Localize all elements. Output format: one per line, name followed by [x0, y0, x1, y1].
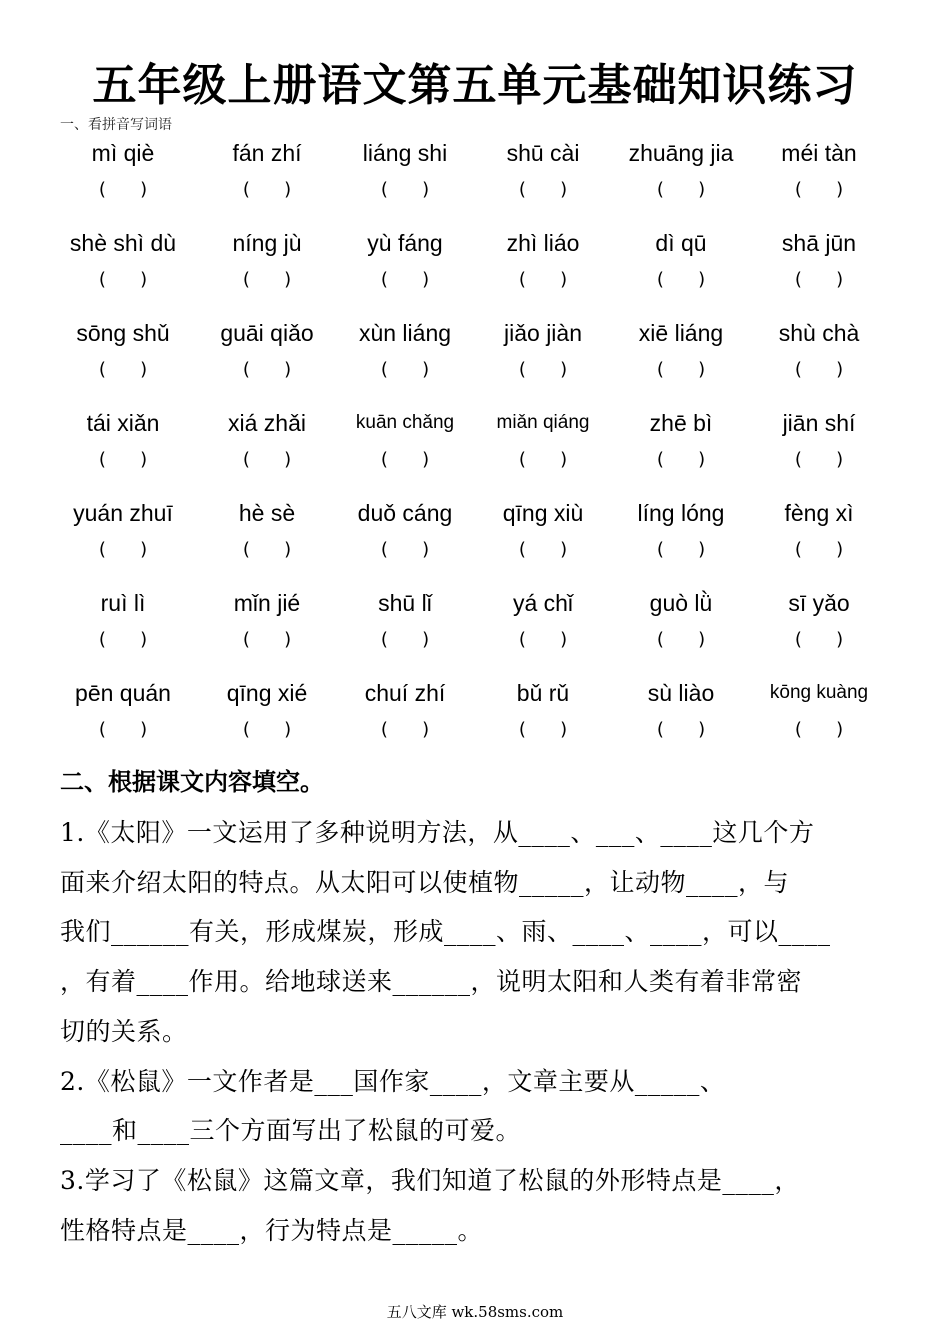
answer-blank: ( ) — [794, 539, 844, 560]
answer-blank: ( ) — [518, 359, 568, 380]
pinyin-text: mǐn jié — [233, 590, 301, 616]
pinyin-row — [55, 228, 895, 318]
pinyin-item — [612, 588, 750, 652]
question-line: 切的关系。 — [60, 1016, 188, 1046]
answer-blank: ( ) — [98, 179, 148, 200]
pinyin-text: yá chǐ — [512, 590, 574, 616]
pinyin-item — [474, 408, 612, 472]
fill-in-questions — [60, 808, 895, 1255]
answer-blank: ( ) — [98, 269, 148, 290]
pinyin-item — [54, 408, 192, 472]
pinyin-item — [198, 678, 336, 742]
pinyin-item — [612, 678, 750, 742]
pinyin-item — [336, 408, 474, 472]
pinyin-row — [55, 498, 895, 588]
pinyin-text: zhē bì — [649, 410, 713, 436]
answer-blank: ( ) — [380, 179, 430, 200]
answer-blank: ( ) — [518, 269, 568, 290]
pinyin-text: guò lǜ — [649, 590, 713, 616]
answer-blank: ( ) — [242, 359, 292, 380]
answer-blank: ( ) — [98, 539, 148, 560]
pinyin-text: líng lóng — [637, 500, 725, 526]
pinyin-text: pēn quán — [75, 680, 171, 706]
answer-blank: ( ) — [242, 179, 292, 200]
answer-blank: ( ) — [242, 719, 292, 740]
pinyin-row — [55, 318, 895, 408]
pinyin-item — [612, 228, 750, 292]
pinyin-text: mì qiè — [91, 140, 155, 166]
pinyin-text: zhuāng jia — [628, 140, 734, 166]
answer-blank: ( ) — [794, 359, 844, 380]
pinyin-item — [336, 228, 474, 292]
answer-blank: ( ) — [518, 629, 568, 650]
answer-blank: ( ) — [794, 449, 844, 470]
answer-blank: ( ) — [656, 269, 706, 290]
pinyin-text: shū lǐ — [378, 590, 432, 616]
footer-watermark: 五八文库 wk.58sms.com — [386, 1303, 564, 1321]
pinyin-text: yù fáng — [367, 230, 443, 256]
page-title: 五年级上册语文第五单元基础知识练习 — [92, 60, 858, 111]
answer-blank: ( ) — [656, 629, 706, 650]
question-line: 1.《太阳》一文运用了多种说明方法，从____、___、____这几个方 — [60, 818, 815, 847]
answer-blank: ( ) — [380, 449, 430, 470]
pinyin-text: shè shì dù — [69, 230, 177, 256]
pinyin-text: dì qū — [655, 230, 707, 256]
answer-blank: ( ) — [98, 719, 148, 740]
pinyin-item — [474, 318, 612, 382]
pinyin-text: duǒ cáng — [357, 500, 453, 526]
pinyin-text: méi tàn — [781, 140, 857, 166]
question-line: ____和____三个方面写出了松鼠的可爱。 — [60, 1116, 522, 1146]
question-line: 3.学习了《松鼠》这篇文章，我们知道了松鼠的外形特点是____， — [60, 1165, 800, 1195]
section1-heading: 一、看拼音写词语 — [60, 117, 172, 133]
pinyin-item — [474, 498, 612, 562]
pinyin-text: qīng xiù — [502, 500, 584, 526]
pinyin-item — [198, 588, 336, 652]
pinyin-item — [54, 228, 192, 292]
pinyin-text: shū cài — [506, 140, 580, 166]
pinyin-text: jiān shí — [782, 410, 856, 436]
pinyin-item — [474, 678, 612, 742]
pinyin-item — [612, 498, 750, 562]
pinyin-grid — [55, 138, 895, 768]
question-line: ，有着____作用。给地球送来______，说明太阳和人类有着非常密 — [60, 967, 803, 997]
answer-blank: ( ) — [794, 629, 844, 650]
pinyin-item — [750, 408, 888, 472]
pinyin-item — [474, 228, 612, 292]
pinyin-item — [336, 588, 474, 652]
question-line: 我们______有关，形成煤炭，形成____、雨、____、____，可以____ — [60, 917, 831, 947]
answer-blank: ( ) — [242, 539, 292, 560]
pinyin-text: guāi qiǎo — [220, 320, 314, 346]
pinyin-item — [750, 678, 888, 742]
pinyin-item — [336, 678, 474, 742]
answer-blank: ( ) — [794, 179, 844, 200]
pinyin-row — [55, 588, 895, 678]
pinyin-text: xùn liáng — [358, 320, 452, 346]
question-line: 面来介绍太阳的特点。从太阳可以使植物_____，让动物____，与 — [60, 867, 790, 897]
pinyin-item — [54, 498, 192, 562]
pinyin-item — [750, 138, 888, 202]
answer-blank: ( ) — [242, 629, 292, 650]
pinyin-text: fán zhí — [232, 140, 302, 166]
pinyin-text: kōng kuàng — [769, 682, 869, 703]
pinyin-text: qīng xié — [226, 680, 308, 706]
pinyin-item — [198, 408, 336, 472]
answer-blank: ( ) — [518, 539, 568, 560]
answer-blank: ( ) — [656, 179, 706, 200]
pinyin-row — [55, 678, 895, 768]
question-line: 2.《松鼠》一文作者是___国作家____，文章主要从_____、 — [60, 1066, 726, 1096]
pinyin-text: sù liào — [647, 680, 715, 706]
pinyin-item — [198, 138, 336, 202]
question-line: 性格特点是____，行为特点是_____。 — [60, 1215, 484, 1245]
pinyin-text: jiǎo jiàn — [504, 320, 582, 346]
pinyin-item — [54, 678, 192, 742]
answer-blank: ( ) — [656, 359, 706, 380]
pinyin-item — [750, 228, 888, 292]
pinyin-text: xiē liáng — [638, 320, 724, 346]
pinyin-text: hè sè — [238, 500, 296, 526]
answer-blank: ( ) — [794, 719, 844, 740]
pinyin-row — [55, 408, 895, 498]
answer-blank: ( ) — [656, 449, 706, 470]
pinyin-item — [336, 498, 474, 562]
answer-blank: ( ) — [380, 539, 430, 560]
pinyin-text: shā jūn — [781, 230, 857, 256]
pinyin-item — [750, 318, 888, 382]
pinyin-text: miǎn qiáng — [496, 412, 590, 433]
pinyin-item — [198, 498, 336, 562]
pinyin-item — [198, 228, 336, 292]
pinyin-item — [612, 318, 750, 382]
answer-blank: ( ) — [656, 539, 706, 560]
pinyin-text: tái xiǎn — [86, 410, 160, 436]
pinyin-text: yuán zhuī — [73, 500, 173, 526]
pinyin-text: ruì lì — [100, 590, 146, 616]
answer-blank: ( ) — [98, 359, 148, 380]
pinyin-text: xiá zhǎi — [228, 410, 306, 436]
answer-blank: ( ) — [794, 269, 844, 290]
pinyin-item — [612, 408, 750, 472]
answer-blank: ( ) — [380, 359, 430, 380]
pinyin-text: shù chà — [778, 320, 860, 346]
pinyin-item — [750, 588, 888, 652]
pinyin-text: níng jù — [232, 230, 302, 256]
pinyin-item — [54, 318, 192, 382]
answer-blank: ( ) — [242, 269, 292, 290]
pinyin-item — [474, 588, 612, 652]
answer-blank: ( ) — [518, 719, 568, 740]
pinyin-text: sōng shǔ — [76, 320, 170, 346]
pinyin-item — [198, 318, 336, 382]
pinyin-text: fèng xì — [784, 500, 854, 526]
answer-blank: ( ) — [98, 449, 148, 470]
answer-blank: ( ) — [380, 269, 430, 290]
answer-blank: ( ) — [380, 719, 430, 740]
pinyin-item — [336, 318, 474, 382]
pinyin-text: zhì liáo — [506, 230, 580, 256]
answer-blank: ( ) — [518, 449, 568, 470]
pinyin-row — [55, 138, 895, 228]
pinyin-item — [474, 138, 612, 202]
pinyin-text: kuān chǎng — [355, 412, 455, 433]
pinyin-item — [54, 138, 192, 202]
pinyin-text: sī yǎo — [788, 590, 850, 616]
pinyin-text: bǔ rǔ — [516, 680, 570, 706]
answer-blank: ( ) — [518, 179, 568, 200]
pinyin-text: chuí zhí — [364, 680, 446, 706]
pinyin-text: liáng shi — [362, 140, 448, 166]
answer-blank: ( ) — [380, 629, 430, 650]
answer-blank: ( ) — [656, 719, 706, 740]
pinyin-item — [336, 138, 474, 202]
pinyin-item — [612, 138, 750, 202]
answer-blank: ( ) — [242, 449, 292, 470]
section2-heading: 二、根据课文内容填空。 — [60, 768, 324, 796]
pinyin-item — [750, 498, 888, 562]
answer-blank: ( ) — [98, 629, 148, 650]
pinyin-item — [54, 588, 192, 652]
